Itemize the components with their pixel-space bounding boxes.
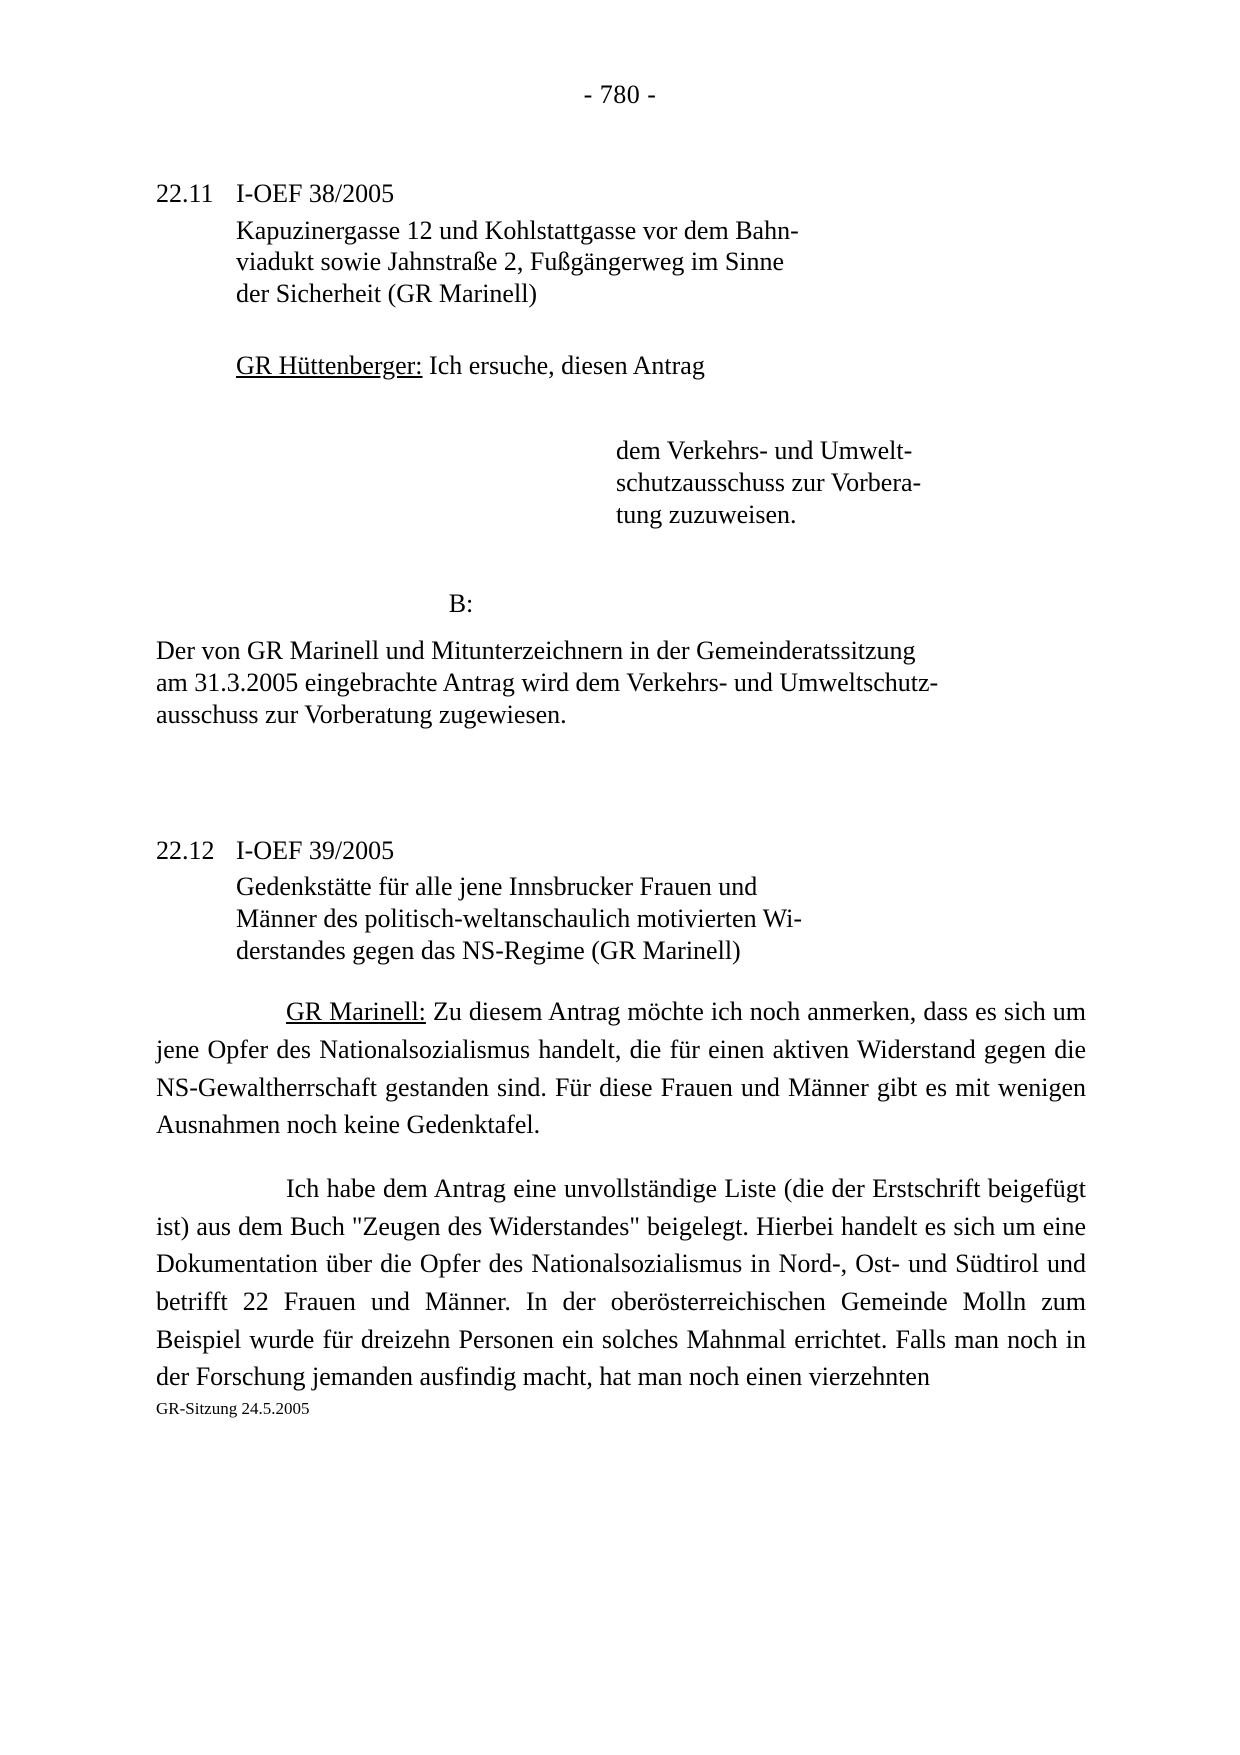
page-number: - 780 - bbox=[583, 80, 657, 109]
resolution-line: Der von GR Marinell und Mitunterzeichnern in der Gemeinderatssitzung bbox=[156, 635, 916, 665]
page-footer: GR-Sitzung 24.5.2005 bbox=[156, 1399, 310, 1418]
speaker-text: Ich ersuche, diesen Antrag bbox=[422, 351, 705, 381]
motion-line: schutzausschuss zur Vorbera- bbox=[616, 467, 922, 497]
paragraph-text: Zu diesem Antrag möchte ich noch anmerken, dass es sich um jene Opfer des Nationalsozialismus handelt, die für einen aktiven Widerstand gegen die NS-Gewaltherrschaft gestanden sind. Für diese Frauen und Männer gibt es mit wenigen Ausnahmen noch keine Gedenktafel. bbox=[156, 997, 1087, 1140]
speaker-statement bbox=[236, 350, 1086, 383]
item-code: I-OEF 38/2005 bbox=[236, 179, 395, 208]
motion-line: dem Verkehrs- und Umwelt- bbox=[616, 435, 913, 465]
item-title-block bbox=[236, 215, 1086, 311]
resolution-line: am 31.3.2005 eingebrachte Antrag wird dem Verkehrs- und Umweltschutz- bbox=[156, 667, 939, 697]
item-title-line: der Sicherheit (GR Marinell) bbox=[236, 279, 538, 309]
item-title-line: Gedenkstätte für alle jene Innsbrucker Frauen und bbox=[236, 872, 758, 902]
section-spacer bbox=[156, 731, 1086, 835]
item-heading bbox=[156, 178, 1086, 211]
motion-text bbox=[616, 435, 1086, 531]
item-title-line: Kapuzinergasse 12 und Kohlstattgasse vor dem Bahn- bbox=[236, 215, 799, 245]
speaker-name: GR Marinell: bbox=[286, 997, 426, 1027]
agenda-item-22-12 bbox=[156, 835, 1086, 1396]
resolution-line: ausschuss zur Vorberatung zugewiesen. bbox=[156, 699, 567, 729]
paragraph: Ich habe dem Antrag eine unvollständige Liste (die der Erstschrift beigefügt ist) aus dem Buch "Zeugen des Widerstandes" beigelegt. Hierbei handelt es sich um eine Dokumentation über die Opfer des Nationalsozialismus in Nord-, Ost- und Südtirol und betrifft 22 Frauen und Männer. In der oberösterreichischen Gemeinde Molln zum Beispiel wurde für dreizehn Personen ein solches Mahnmal errichtet. Falls man noch in der Forschung jemanden ausfindig macht, hat man noch einen vierzehnten bbox=[156, 1173, 1086, 1392]
item-number: 22.11 bbox=[156, 179, 214, 208]
resolution-label: B: bbox=[448, 588, 474, 618]
item-title-line: viadukt sowie Jahnstraße 2, Fußgängerweg im Sinne bbox=[236, 247, 785, 277]
item-title-block bbox=[236, 871, 1086, 967]
item-title-line: Männer des politisch-weltanschaulich motivierten Wi- bbox=[236, 904, 802, 934]
speaker-name: GR Hüttenberger: bbox=[236, 351, 423, 381]
item-title-line: derstandes gegen das NS-Regime (GR Marinell) bbox=[236, 936, 741, 966]
item-code: I-OEF 39/2005 bbox=[236, 835, 395, 865]
agenda-item-22-11 bbox=[156, 178, 1086, 731]
item-number: 22.12 bbox=[156, 835, 215, 865]
motion-line: tung zuzuweisen. bbox=[616, 499, 797, 529]
speaker-paragraph bbox=[156, 993, 1086, 1144]
document-body bbox=[156, 178, 1086, 1396]
item-heading bbox=[156, 835, 1086, 868]
resolution-text bbox=[156, 635, 1086, 731]
